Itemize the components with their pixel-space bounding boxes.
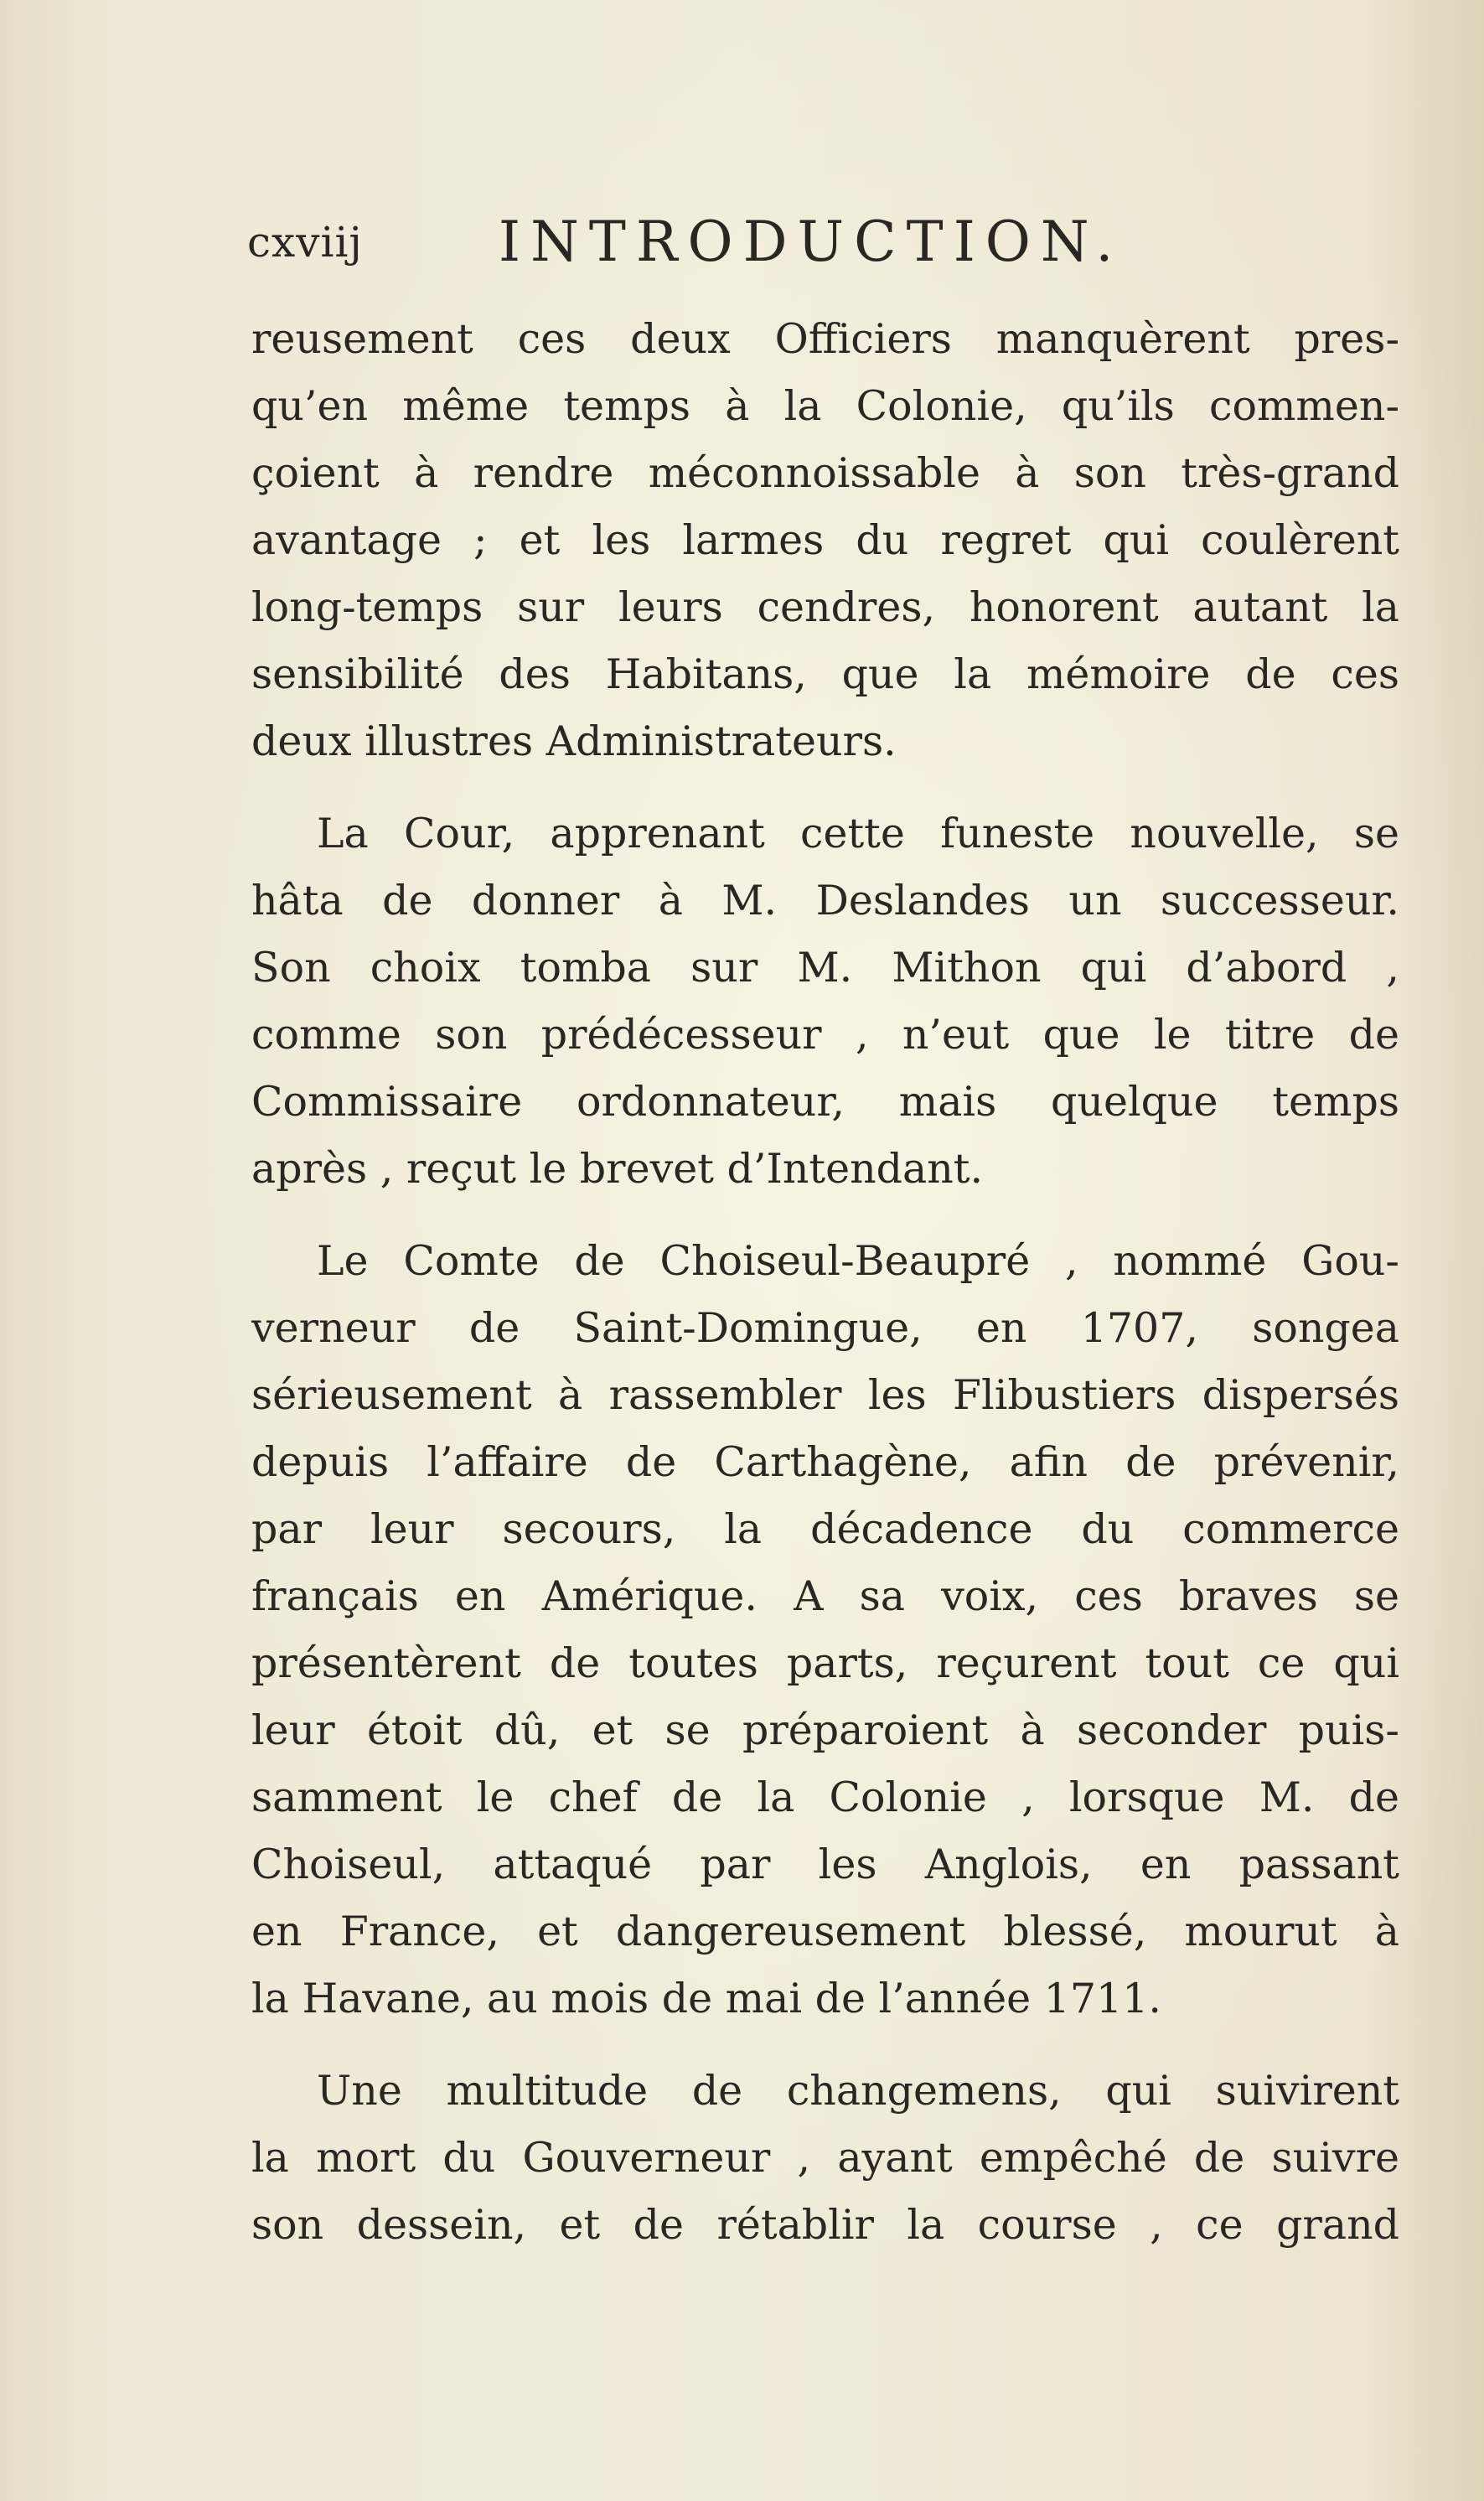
text-line: présentèrent de toutes parts, reçurent tout ce qui: [251, 1639, 1399, 1687]
text-line: Le Comte de Choiseul-Beaupré , nommé Gou-: [317, 1237, 1399, 1285]
text-line: reusement ces deux Officiers manquèrent pres-: [251, 315, 1399, 363]
text-line: comme son prédécesseur , n’eut que le titre de: [251, 1011, 1399, 1059]
text-line: La Cour, apprenant cette funeste nouvelle, se: [317, 810, 1399, 857]
page-number: cxviij: [247, 218, 363, 267]
running-title: INTRODUCTION.: [499, 210, 1124, 274]
text-line: avantage ; et les larmes du regret qui coulèrent: [251, 516, 1399, 564]
text-line: deux illustres Administrateurs.: [251, 717, 897, 765]
text-line: hâta de donner à M. Deslandes un successeur.: [251, 877, 1399, 924]
paragraph-3: [251, 1228, 1399, 2032]
text-line: Une multitude de changemens, qui suivirent: [317, 2067, 1399, 2115]
paragraph-4: [251, 2058, 1399, 2259]
text-line: après , reçut le brevet d’Intendant.: [251, 1145, 984, 1193]
text-line: par leur secours, la décadence du commerce: [251, 1505, 1399, 1553]
body-text: [251, 306, 1399, 2259]
text-line: verneur de Saint-Domingue, en 1707, songea: [251, 1304, 1399, 1352]
text-line: samment le chef de la Colonie , lorsque M. de: [251, 1773, 1399, 1821]
paragraph-1: [251, 306, 1399, 775]
text-line: français en Amérique. A sa voix, ces braves se: [251, 1572, 1399, 1620]
text-line: son dessein, et de rétablir la course , ce grand: [251, 2201, 1399, 2249]
text-line: Son choix tomba sur M. Mithon qui d’abord ,: [251, 944, 1399, 992]
text-line: la Havane, au mois de mai de l’année 1711.: [251, 1975, 1161, 2022]
text-line: çoient à rendre méconnoissable à son très-grand: [251, 449, 1399, 497]
text-line: sérieusement à rassembler les Flibustiers dispersés: [251, 1371, 1399, 1419]
text-line: long-temps sur leurs cendres, honorent autant la: [251, 583, 1399, 631]
text-line: leur étoit dû, et se préparoient à seconder puis-: [251, 1706, 1399, 1754]
text-line: sensibilité des Habitans, que la mémoire de ces: [251, 650, 1399, 698]
text-line: Choiseul, attaqué par les Anglois, en passant: [251, 1841, 1399, 1888]
text-line: en France, et dangereusement blessé, mourut à: [251, 1908, 1399, 1955]
text-line: depuis l’affaire de Carthagène, afin de prévenir,: [251, 1438, 1399, 1486]
text-line: qu’en même temps à la Colonie, qu’ils commen-: [251, 382, 1399, 430]
text-line: la mort du Gouverneur , ayant empêché de suivre: [251, 2134, 1399, 2182]
page-header: [247, 210, 1404, 285]
text-line: Commissaire ordonnateur, mais quelque temps: [251, 1078, 1399, 1126]
paragraph-2: [251, 800, 1399, 1203]
